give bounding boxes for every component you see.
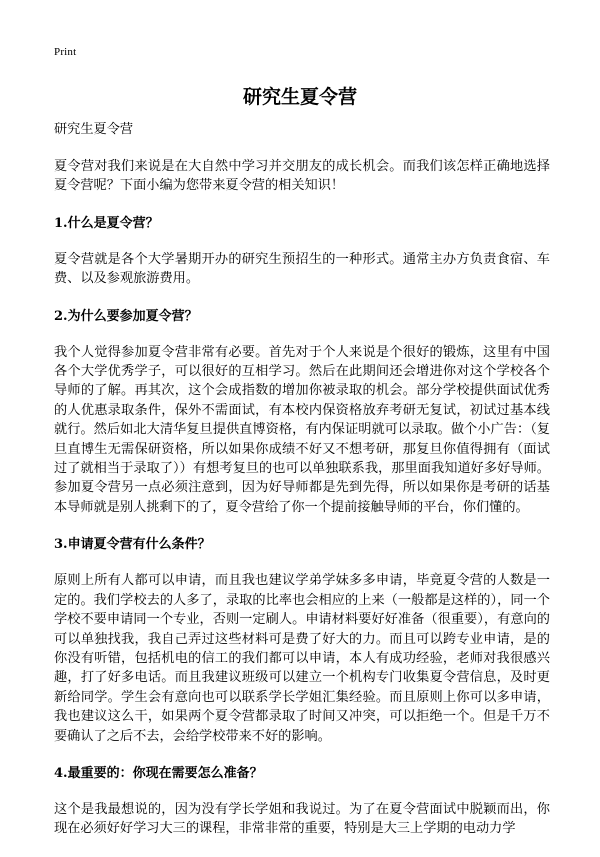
section-heading-1: 1.什么是夏令营？: [54, 215, 159, 231]
intro-paragraph: 夏令营对我们来说是在大自然中学习并交朋友的成长机会。而我们该怎样正确地选择夏令营呢？下面小编为您带来夏令营的相关知识！: [54, 159, 550, 194]
section-body-4: 这个是我最想说的，因为没有学长学姐和我说过。为了在夏令营面试中脱颖而出，你现在必须好好学习大三的课程，非常非常的重要，特别是大三上学期的电动力学: [54, 801, 550, 837]
article-body: [54, 120, 550, 857]
section-body-3: 原则上所有人都可以申请，而且我也建议学弟学妹多多申请，毕竟夏令营的人数是一定的。我们学校去的人多了，录取的比率也会相应的上来（一般都是这样的），同一个学校不要申请同一个专业，否则一定刷人。申请材料要好好准备（很重要），有意向的可以单独找我，我自己弄过这些材料可是费了好大的力。而且可以跨专业申请，是的你没有听错，包括机电的信工的我们都可以申请，本人有成功经验，老师对我很感兴趣，打了好多电话。而且我建议班级可以建立一个机构专门收集夏令营信息，及时更新给同学。学生会有意向也可以联系学长学姐汇集经验。而且原则上你可以多申请，我也建议这么干，如果两个夏令营都录取了时间又冲突，可以拒绝一个。但是千万不要确认了之后不去，会给学校带来不好的影响。: [54, 573, 550, 744]
section-body-2: 我个人觉得参加夏令营非常有必要。首先对于个人来说是个很好的锻炼，这里有中国各个大学优秀学子，可以很好的互相学习。然后在此期间还会增进你对这个学校各个导师的了解。再其次，这个会成指数的增加你被录取的机会。部分学校提供面试优秀的人优惠录取条件，保外不需面试，有本校内保资格放弃考研无复试，初试过基本线就行。然后如北大清华复旦提供直博资格，有内保证明就可以录取。做个小广告：（复旦直博生无需保研资格，所以如果你成绩不好又不想考研，那复旦你值得拥有（面试过了就相当于录取了））有想考复旦的也可以单独联系我，那里面我知道好多好导师。参加夏令营另一点必须注意到，因为好导师都是先到先得，所以如果你是考研的话基本导师就是别人挑剩下的了，夏令营给了你一个提前接触导师的平台，你们懂的。: [54, 344, 550, 515]
section-heading-4: 4.最重要的：你现在需要怎么准备？: [54, 765, 263, 781]
section-heading-2: 2.为什么要参加夏令营？: [54, 308, 198, 324]
print-link[interactable]: Print: [54, 46, 77, 58]
page-title: 研究生夏令营: [242, 86, 357, 108]
section-heading-3: 3.申请夏令营有什么条件？: [54, 537, 211, 553]
section-body-1: 夏令营就是各个大学暑期开办的研究生预招生的一种形式。通常主办方负责食宿、车费、以及参观旅游费用。: [54, 251, 550, 287]
article-subtitle: 研究生夏令营: [54, 122, 134, 137]
